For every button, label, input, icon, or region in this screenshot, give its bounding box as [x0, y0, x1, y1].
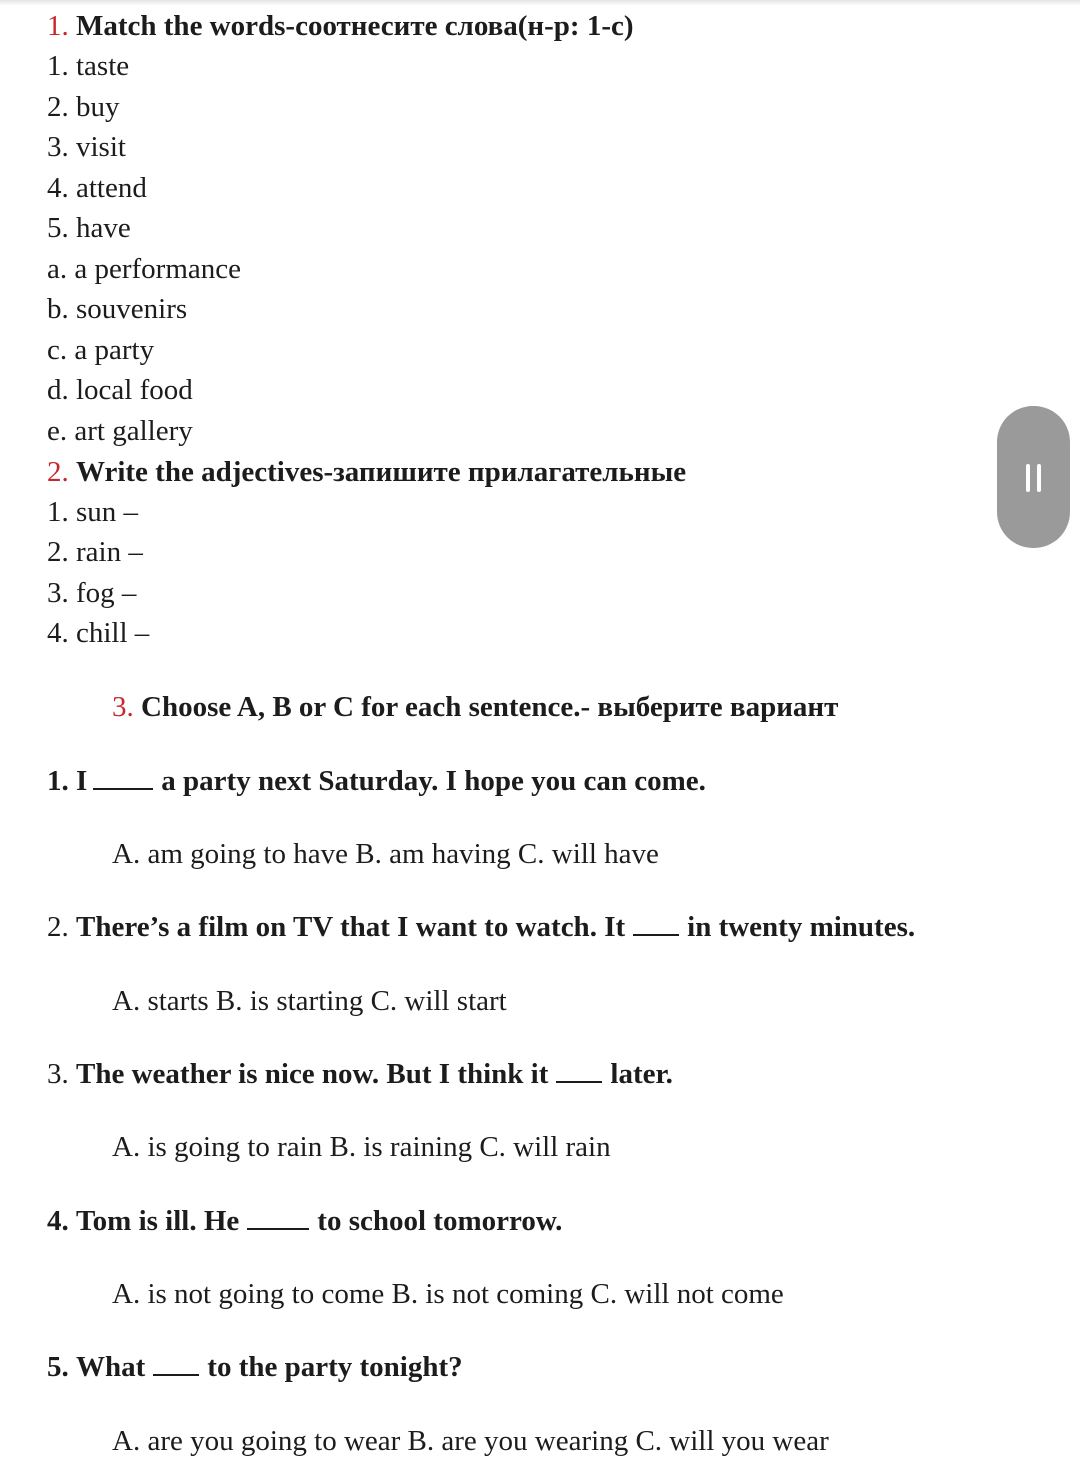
section3-number: 3.: [112, 691, 134, 723]
question-options: A. starts B. is starting C. will start: [112, 985, 507, 1017]
question-options: A. are you going to wear B. are you wearing C. will you wear: [112, 1425, 829, 1457]
word-item: 4. attend: [47, 172, 147, 204]
question-text-before: What: [76, 1351, 146, 1383]
word-item: 2. buy: [47, 91, 120, 123]
question-1: [47, 764, 706, 798]
question-number: 3.: [47, 1058, 69, 1090]
question-text-before: There’s a film on TV that I want to watch. It: [76, 911, 626, 943]
answer-blank: [247, 1208, 309, 1230]
question-options: A. is not going to come B. is not coming C. will not come: [112, 1278, 784, 1310]
question-options: A. is going to rain B. is raining C. will rain: [112, 1131, 611, 1163]
phrase-item: d. local food: [47, 374, 193, 406]
section1-title: Match the words-соотнесите слова(н-р: 1-с): [76, 10, 634, 42]
question-text-after: to the party tonight?: [207, 1351, 463, 1383]
answer-blank: [93, 768, 153, 790]
word-item: 1. taste: [47, 50, 130, 82]
answer-blank: [556, 1061, 602, 1083]
section1-heading: [47, 9, 634, 43]
section3-heading: [112, 690, 838, 724]
question-text-after: later.: [610, 1058, 673, 1090]
section2-number: 2.: [47, 456, 69, 488]
question-number: 4.: [47, 1205, 69, 1237]
top-edge-shadow: [0, 0, 1080, 6]
answer-blank: [633, 914, 679, 936]
question-3: [47, 1057, 673, 1091]
question-2: [47, 910, 915, 944]
adjective-item: 4. chill –: [47, 617, 150, 649]
scroll-handle[interactable]: [997, 406, 1070, 548]
word-item: 5. have: [47, 212, 131, 244]
adjective-item: 3. fog –: [47, 577, 137, 609]
question-number: 1.: [47, 765, 69, 797]
section1-number: 1.: [47, 10, 69, 42]
phrase-item: e. art gallery: [47, 415, 193, 447]
question-text-before: Tom is ill. He: [76, 1205, 240, 1237]
question-4: [47, 1204, 562, 1238]
question-text-before: I: [76, 765, 88, 797]
phrase-item: a. a performance: [47, 253, 242, 285]
question-text-after: a party next Saturday. I hope you can come.: [161, 765, 706, 797]
phrase-item: b. souvenirs: [47, 293, 188, 325]
question-text-after: to school tomorrow.: [317, 1205, 563, 1237]
section3-title: Choose A, B or C for each sentence.- выберите вариант: [141, 691, 839, 723]
phrase-item: c. a party: [47, 334, 155, 366]
section2-heading: [47, 455, 686, 489]
question-options: A. am going to have B. am having C. will have: [112, 838, 659, 870]
question-number: 5.: [47, 1351, 69, 1383]
adjective-item: 1. sun –: [47, 496, 139, 528]
section2-title: Write the adjectives-запишите прилагательные: [76, 456, 687, 488]
answer-blank: [153, 1354, 199, 1376]
word-item: 3. visit: [47, 131, 126, 163]
question-text-before: The weather is nice now. But I think it: [76, 1058, 549, 1090]
adjective-item: 2. rain –: [47, 536, 143, 568]
question-5: [47, 1350, 463, 1384]
question-number: 2.: [47, 911, 69, 943]
question-text-after: in twenty minutes.: [687, 911, 916, 943]
